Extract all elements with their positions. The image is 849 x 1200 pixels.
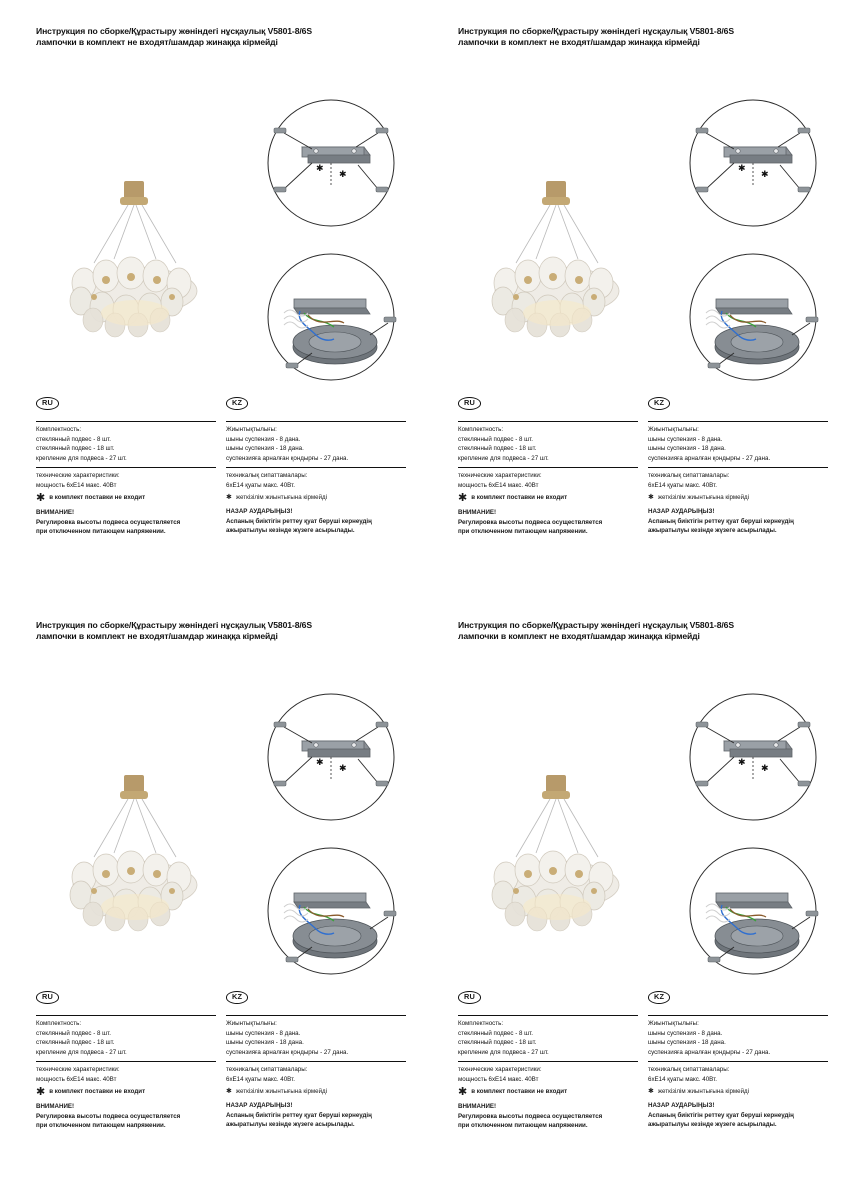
lang-badge-ru: RU — [36, 397, 59, 410]
kit-item: суспензияға арналған қондырғы - 27 дана. — [648, 454, 771, 462]
kit-item: суспензияға арналған қондырғы - 27 дана. — [226, 454, 349, 462]
warning-ru — [36, 1102, 216, 1130]
star-icon: ✱ — [458, 492, 468, 505]
lang-badge-ru: RU — [458, 991, 481, 1004]
spec-column-kz — [226, 392, 406, 536]
warning-line-2: ажыратылуы кезінде жүзеге асырылады. — [226, 1120, 355, 1128]
star-note-text: в комплект поставки не входит — [49, 494, 146, 502]
star-icon: ✱ — [648, 494, 654, 502]
instruction-panel — [458, 26, 846, 586]
star-note-kz — [226, 493, 406, 503]
lang-badge-kz: KZ — [648, 991, 670, 1004]
warning-title: ВНИМАНИЕ! — [36, 1103, 75, 1111]
kit-item: стеклянный подвес - 18 шт. — [458, 1039, 537, 1047]
title-line-2: лампочки в комплект не входят/шамдар жинаққа кірмейді — [36, 37, 278, 48]
divider — [36, 1061, 216, 1062]
mounting-bracket-diagram — [660, 683, 846, 831]
warning-ru — [458, 508, 638, 536]
spec-column-ru — [458, 986, 638, 1130]
divider — [458, 1015, 638, 1016]
warning-line-2: при отключенном питающем напряжении. — [36, 1122, 166, 1130]
tech-heading-ru: технические характеристики: — [458, 1065, 542, 1073]
chandelier-illustration — [458, 77, 650, 357]
svg-text:✱: ✱ — [738, 162, 746, 173]
star-note-kz — [648, 493, 828, 503]
lang-badge-ru: RU — [36, 991, 59, 1004]
svg-text:✱: ✱ — [316, 756, 324, 767]
warning-ru — [458, 1102, 638, 1130]
tech-heading-kz: техникалық сипаттамалары: — [226, 471, 308, 479]
diagram-column — [238, 683, 424, 985]
kit-heading-kz: Жиынтықтылығы: — [648, 1019, 699, 1027]
star-note-kz — [648, 1087, 828, 1097]
svg-text:✱: ✱ — [761, 168, 769, 179]
tech-item: мощность 6хЕ14 макс. 40Вт — [36, 482, 117, 490]
warning-line-2: ажыратылуы кезінде жүзеге асырылады. — [648, 1120, 777, 1128]
spec-column-kz — [648, 392, 828, 536]
diagram-column — [660, 89, 846, 391]
star-icon: ✱ — [36, 1086, 46, 1099]
svg-text:✱: ✱ — [339, 762, 347, 773]
lang-badge-kz: KZ — [226, 397, 248, 410]
specifications — [36, 392, 424, 536]
star-note-ru — [458, 1087, 638, 1098]
instruction-panel — [36, 26, 424, 586]
star-icon: ✱ — [226, 1088, 232, 1096]
divider — [458, 421, 638, 422]
warning-title: ВНИМАНИЕ! — [458, 1103, 497, 1111]
kit-item: суспензияға арналған қондырғы - 27 дана. — [648, 1048, 771, 1056]
warning-line-2: ажыратылуы кезінде жүзеге асырылады. — [226, 526, 355, 534]
star-note-ru — [36, 1087, 216, 1098]
kit-heading-ru: Комплектность: — [36, 1019, 82, 1027]
lang-badge-ru: RU — [458, 397, 481, 410]
kit-item: стеклянный подвес - 18 шт. — [458, 445, 537, 453]
warning-line-1: Аспаның биіктігін реттеу қуат беруші кернеудің — [648, 1111, 794, 1119]
chandelier-illustration — [36, 671, 228, 951]
tech-item: 6хЕ14 қуаты макс. 40Вт. — [226, 1076, 295, 1084]
star-note-text: жеткізілім жиынтығына кірмейді — [235, 494, 328, 502]
warning-ru — [36, 508, 216, 536]
figure-area — [458, 53, 846, 393]
star-note-text: в комплект поставки не входит — [49, 1088, 146, 1096]
kit-item: шыны суспензия - 18 дана. — [648, 1039, 726, 1047]
divider — [648, 421, 828, 422]
kit-item: стеклянный подвес - 8 шт. — [458, 1029, 534, 1037]
warning-kz — [648, 1101, 828, 1129]
divider — [36, 421, 216, 422]
kit-item: шыны суспензия - 8 дана. — [648, 435, 723, 443]
title-line-1: Инструкция по сборке/Құрастыру жөніндегі нұсқаулық V5801-8/6S — [458, 26, 734, 36]
svg-text:✱: ✱ — [316, 162, 324, 173]
svg-text:✱: ✱ — [339, 168, 347, 179]
kit-item: стеклянный подвес - 8 шт. — [458, 435, 534, 443]
warning-line-2: при отключенном питающем напряжении. — [36, 528, 166, 536]
spec-column-ru — [36, 986, 216, 1130]
kit-item: шыны суспензия - 8 дана. — [226, 1029, 301, 1037]
warning-line-1: Регулировка высоты подвеса осуществляется — [458, 518, 603, 526]
warning-line-2: при отключенном питающем напряжении. — [458, 1122, 588, 1130]
spec-column-kz — [226, 986, 406, 1130]
svg-text:✱: ✱ — [761, 762, 769, 773]
kit-item: шыны суспензия - 18 дана. — [648, 445, 726, 453]
figure-area — [458, 647, 846, 987]
kit-heading-ru: Комплектность: — [458, 425, 504, 433]
tech-item: мощность 6хЕ14 макс. 40Вт — [458, 1076, 539, 1084]
instruction-panel — [36, 620, 424, 1180]
star-icon: ✱ — [458, 1086, 468, 1099]
tech-item: мощность 6хЕ14 макс. 40Вт — [36, 1076, 117, 1084]
warning-kz — [226, 1101, 406, 1129]
star-icon: ✱ — [648, 1088, 654, 1096]
kit-heading-kz: Жиынтықтылығы: — [226, 425, 277, 433]
title-line-1: Инструкция по сборке/Құрастыру жөніндегі нұсқаулық V5801-8/6S — [36, 620, 312, 630]
kit-item: стеклянный подвес - 8 шт. — [36, 1029, 112, 1037]
tech-heading-ru: технические характеристики: — [458, 471, 542, 479]
tech-heading-kz: техникалық сипаттамалары: — [226, 1065, 308, 1073]
divider — [648, 467, 828, 468]
star-note-ru — [36, 493, 216, 504]
star-icon: ✱ — [226, 494, 232, 502]
star-icon: ✱ — [36, 492, 46, 505]
spec-column-kz — [648, 986, 828, 1130]
wiring-base-diagram — [238, 243, 424, 391]
instruction-panel — [458, 620, 846, 1180]
warning-line-1: Аспаның биіктігін реттеу қуат беруші кернеудің — [226, 1111, 372, 1119]
wiring-base-diagram — [660, 837, 846, 985]
kit-item: крепление для подвеса - 27 шт. — [36, 1048, 127, 1056]
tech-heading-kz: техникалық сипаттамалары: — [648, 1065, 730, 1073]
divider — [226, 421, 406, 422]
warning-line-1: Регулировка высоты подвеса осуществляется — [36, 1112, 181, 1120]
warning-title: НАЗАР АУДАРЫҢЫЗ! — [648, 508, 715, 516]
warning-line-1: Регулировка высоты подвеса осуществляется — [36, 518, 181, 526]
warning-title: ВНИМАНИЕ! — [36, 509, 75, 517]
specifications — [458, 986, 846, 1130]
mounting-bracket-diagram — [238, 89, 424, 237]
lang-badge-kz: KZ — [226, 991, 248, 1004]
warning-line-2: при отключенном питающем напряжении. — [458, 528, 588, 536]
panel-title — [458, 620, 846, 643]
divider — [226, 467, 406, 468]
kit-item: крепление для подвеса - 27 шт. — [458, 454, 549, 462]
tech-item: 6хЕ14 қуаты макс. 40Вт. — [648, 482, 717, 490]
title-line-2: лампочки в комплект не входят/шамдар жинаққа кірмейді — [458, 631, 700, 642]
divider — [36, 1015, 216, 1016]
title-line-1: Инструкция по сборке/Құрастыру жөніндегі нұсқаулық V5801-8/6S — [458, 620, 734, 630]
star-note-ru — [458, 493, 638, 504]
mounting-bracket-diagram — [238, 683, 424, 831]
divider — [226, 1015, 406, 1016]
chandelier-illustration — [458, 671, 650, 951]
divider — [648, 1015, 828, 1016]
divider — [226, 1061, 406, 1062]
warning-line-1: Аспаның биіктігін реттеу қуат беруші кернеудің — [648, 517, 794, 525]
tech-heading-ru: технические характеристики: — [36, 471, 120, 479]
warning-line-1: Регулировка высоты подвеса осуществляется — [458, 1112, 603, 1120]
kit-item: стеклянный подвес - 8 шт. — [36, 435, 112, 443]
figure-area — [36, 53, 424, 393]
star-note-text: жеткізілім жиынтығына кірмейді — [235, 1088, 328, 1096]
title-line-2: лампочки в комплект не входят/шамдар жинаққа кірмейді — [458, 37, 700, 48]
star-note-text: жеткізілім жиынтығына кірмейді — [657, 494, 750, 502]
wiring-base-diagram — [660, 243, 846, 391]
warning-kz — [226, 507, 406, 535]
panel-title — [36, 620, 424, 643]
diagram-column — [660, 683, 846, 985]
panel-title — [36, 26, 424, 49]
tech-item: мощность 6хЕ14 макс. 40Вт — [458, 482, 539, 490]
divider — [648, 1061, 828, 1062]
kit-heading-kz: Жиынтықтылығы: — [648, 425, 699, 433]
kit-heading-kz: Жиынтықтылығы: — [226, 1019, 277, 1027]
kit-item: суспензияға арналған қондырғы - 27 дана. — [226, 1048, 349, 1056]
warning-kz — [648, 507, 828, 535]
specifications — [458, 392, 846, 536]
warning-title: ВНИМАНИЕ! — [458, 509, 497, 517]
panel-title — [458, 26, 846, 49]
spec-column-ru — [36, 392, 216, 536]
wiring-base-diagram — [238, 837, 424, 985]
divider — [36, 467, 216, 468]
tech-heading-kz: техникалық сипаттамалары: — [648, 471, 730, 479]
svg-text:✱: ✱ — [738, 756, 746, 767]
title-line-2: лампочки в комплект не входят/шамдар жинаққа кірмейді — [36, 631, 278, 642]
warning-title: НАЗАР АУДАРЫҢЫЗ! — [226, 508, 293, 516]
diagram-column — [238, 89, 424, 391]
spec-column-ru — [458, 392, 638, 536]
star-note-text: в комплект поставки не входит — [471, 494, 568, 502]
divider — [458, 1061, 638, 1062]
warning-line-1: Аспаның биіктігін реттеу қуат беруші кернеудің — [226, 517, 372, 525]
warning-title: НАЗАР АУДАРЫҢЫЗ! — [226, 1102, 293, 1110]
tech-item: 6хЕ14 қуаты макс. 40Вт. — [648, 1076, 717, 1084]
kit-item: шыны суспензия - 8 дана. — [226, 435, 301, 443]
kit-item: шыны суспензия - 18 дана. — [226, 445, 304, 453]
star-note-text: жеткізілім жиынтығына кірмейді — [657, 1088, 750, 1096]
divider — [458, 467, 638, 468]
star-note-text: в комплект поставки не входит — [471, 1088, 568, 1096]
kit-item: стеклянный подвес - 18 шт. — [36, 445, 115, 453]
warning-line-2: ажыратылуы кезінде жүзеге асырылады. — [648, 526, 777, 534]
title-line-1: Инструкция по сборке/Құрастыру жөніндегі нұсқаулық V5801-8/6S — [36, 26, 312, 36]
tech-item: 6хЕ14 қуаты макс. 40Вт. — [226, 482, 295, 490]
star-note-kz — [226, 1087, 406, 1097]
kit-heading-ru: Комплектность: — [458, 1019, 504, 1027]
kit-item: стеклянный подвес - 18 шт. — [36, 1039, 115, 1047]
lang-badge-kz: KZ — [648, 397, 670, 410]
kit-heading-ru: Комплектность: — [36, 425, 82, 433]
figure-area — [36, 647, 424, 987]
chandelier-illustration — [36, 77, 228, 357]
specifications — [36, 986, 424, 1130]
mounting-bracket-diagram — [660, 89, 846, 237]
warning-title: НАЗАР АУДАРЫҢЫЗ! — [648, 1102, 715, 1110]
kit-item: крепление для подвеса - 27 шт. — [458, 1048, 549, 1056]
kit-item: шыны суспензия - 8 дана. — [648, 1029, 723, 1037]
kit-item: крепление для подвеса - 27 шт. — [36, 454, 127, 462]
tech-heading-ru: технические характеристики: — [36, 1065, 120, 1073]
kit-item: шыны суспензия - 18 дана. — [226, 1039, 304, 1047]
